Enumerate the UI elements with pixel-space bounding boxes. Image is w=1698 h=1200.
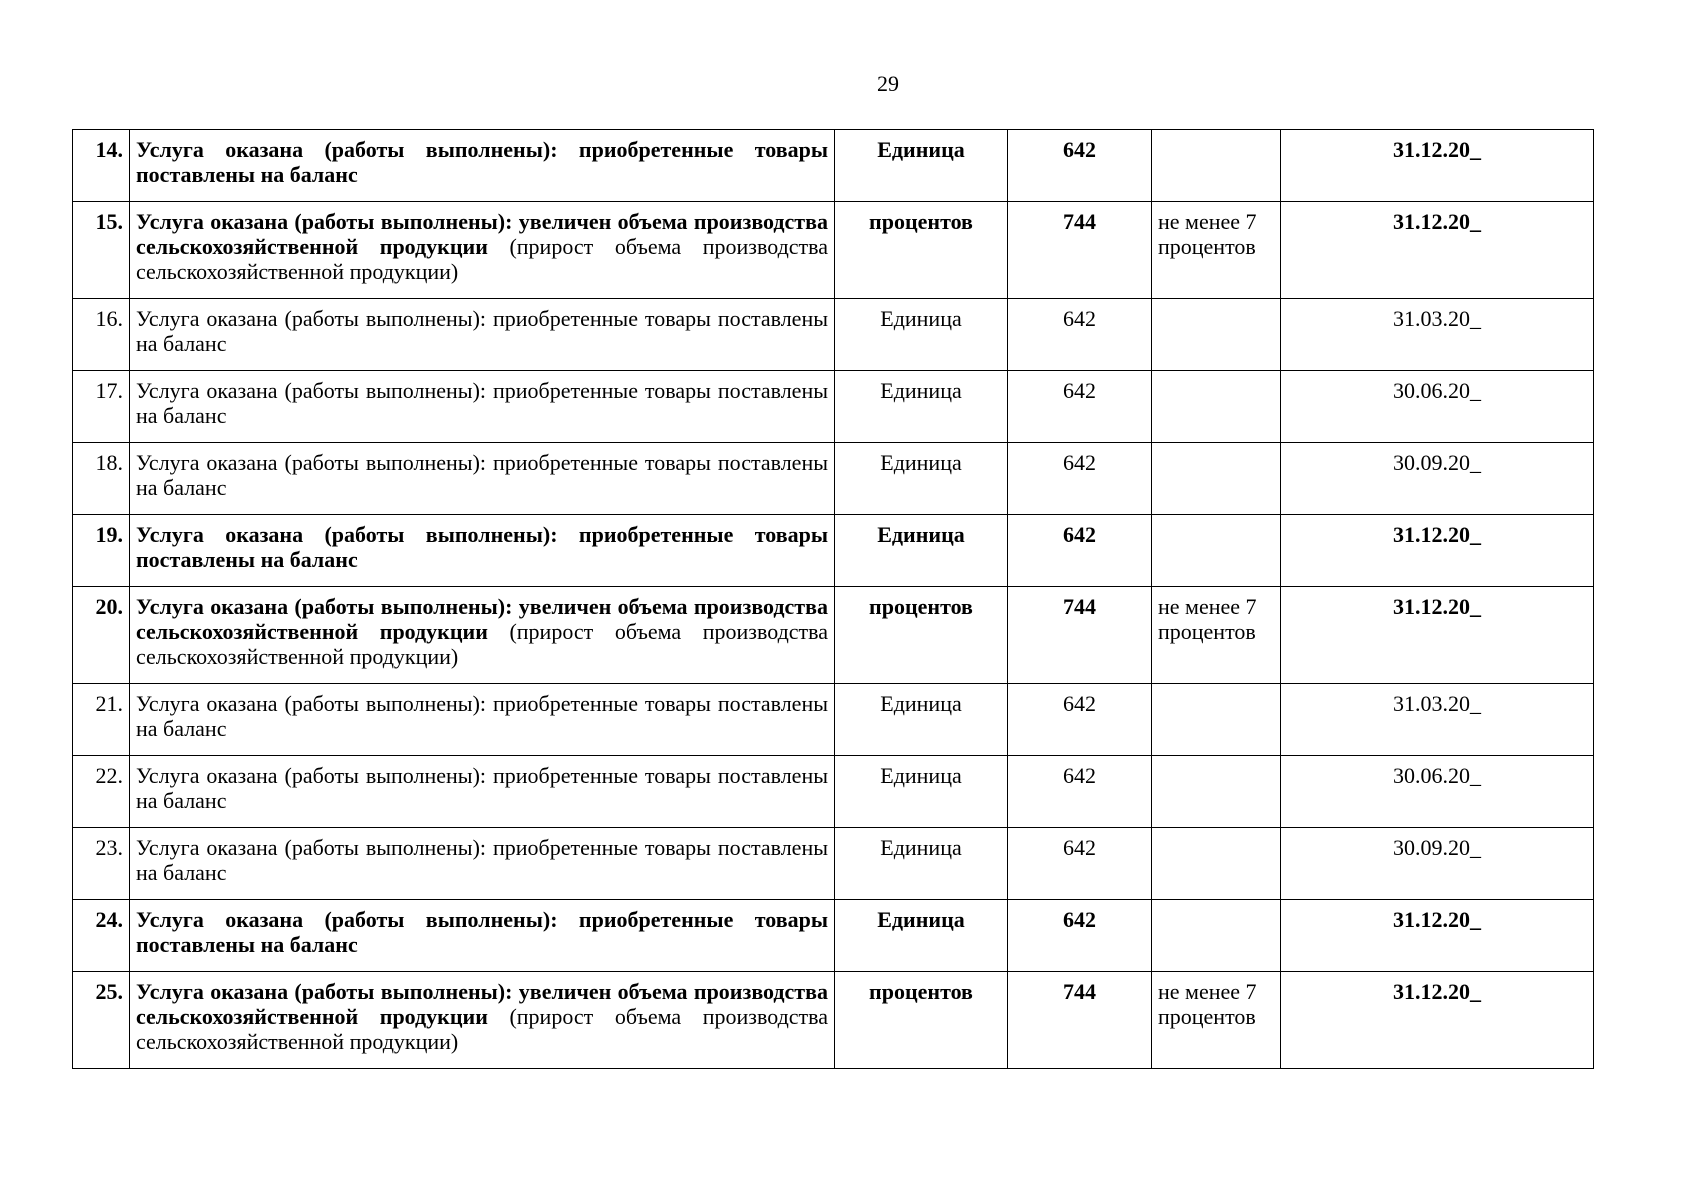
date-cell: 31.12.20_ <box>1281 900 1594 972</box>
description-text: Услуга оказана (работы выполнены): увеличен объема производства сельскохозяйственной продукции <box>136 979 828 1029</box>
row-number: 17. <box>73 371 130 443</box>
target-value-cell <box>1152 900 1281 972</box>
table-row <box>73 828 1594 900</box>
row-description <box>130 828 835 900</box>
description-text: Услуга оказана (работы выполнены): приобретенные товары поставлены на баланс <box>136 450 828 500</box>
target-value-cell: не менее 7 процентов <box>1152 587 1281 684</box>
row-number: 21. <box>73 684 130 756</box>
row-number: 24. <box>73 900 130 972</box>
okei-code-cell: 642 <box>1008 130 1152 202</box>
row-description <box>130 756 835 828</box>
unit-cell: Единица <box>835 130 1008 202</box>
unit-cell: Единица <box>835 515 1008 587</box>
target-value-cell <box>1152 828 1281 900</box>
target-value-cell <box>1152 443 1281 515</box>
unit-cell: Единица <box>835 371 1008 443</box>
row-number: 18. <box>73 443 130 515</box>
unit-cell: Единица <box>835 828 1008 900</box>
unit-cell: Единица <box>835 756 1008 828</box>
description-text: Услуга оказана (работы выполнены): приобретенные товары поставлены на баланс <box>136 306 828 356</box>
row-number: 14. <box>73 130 130 202</box>
row-number: 22. <box>73 756 130 828</box>
okei-code-cell: 642 <box>1008 443 1152 515</box>
unit-cell: Единица <box>835 684 1008 756</box>
okei-code-cell: 744 <box>1008 587 1152 684</box>
target-value-cell <box>1152 515 1281 587</box>
description-extra: (прирост объема производства сельскохозяйственной продукции) <box>136 619 828 669</box>
target-value-cell <box>1152 371 1281 443</box>
table-row <box>73 900 1594 972</box>
row-number: 25. <box>73 972 130 1069</box>
table-row <box>73 202 1594 299</box>
unit-cell: процентов <box>835 972 1008 1069</box>
date-cell: 31.12.20_ <box>1281 515 1594 587</box>
table-row <box>73 587 1594 684</box>
okei-code-cell: 744 <box>1008 202 1152 299</box>
row-description <box>130 900 835 972</box>
date-cell: 31.12.20_ <box>1281 587 1594 684</box>
date-cell: 31.12.20_ <box>1281 202 1594 299</box>
date-cell: 31.03.20_ <box>1281 299 1594 371</box>
okei-code-cell: 642 <box>1008 684 1152 756</box>
unit-cell: процентов <box>835 202 1008 299</box>
row-description <box>130 443 835 515</box>
row-number: 19. <box>73 515 130 587</box>
unit-cell: процентов <box>835 587 1008 684</box>
table-row <box>73 515 1594 587</box>
row-description <box>130 202 835 299</box>
row-description <box>130 587 835 684</box>
description-text: Услуга оказана (работы выполнены): приобретенные товары поставлены на баланс <box>136 137 828 187</box>
description-text: Услуга оказана (работы выполнены): увеличен объема производства сельскохозяйственной продукции <box>136 209 828 259</box>
row-description <box>130 299 835 371</box>
okei-code-cell: 642 <box>1008 515 1152 587</box>
description-extra: (прирост объема производства сельскохозяйственной продукции) <box>136 234 828 284</box>
okei-code-cell: 642 <box>1008 900 1152 972</box>
okei-code-cell: 642 <box>1008 828 1152 900</box>
table-body <box>73 130 1594 1069</box>
target-value-cell <box>1152 684 1281 756</box>
okei-code-cell: 642 <box>1008 299 1152 371</box>
date-cell: 30.09.20_ <box>1281 828 1594 900</box>
row-description <box>130 371 835 443</box>
table-row <box>73 443 1594 515</box>
description-text: Услуга оказана (работы выполнены): приобретенные товары поставлены на баланс <box>136 835 828 885</box>
row-number: 20. <box>73 587 130 684</box>
description-text: Услуга оказана (работы выполнены): приобретенные товары поставлены на баланс <box>136 522 828 572</box>
row-description <box>130 972 835 1069</box>
description-extra: (прирост объема производства сельскохозяйственной продукции) <box>136 1004 828 1054</box>
date-cell: 31.03.20_ <box>1281 684 1594 756</box>
date-cell: 31.12.20_ <box>1281 130 1594 202</box>
table-row <box>73 972 1594 1069</box>
row-number: 15. <box>73 202 130 299</box>
target-value-cell <box>1152 299 1281 371</box>
date-cell: 31.12.20_ <box>1281 972 1594 1069</box>
row-description <box>130 515 835 587</box>
table-row <box>73 130 1594 202</box>
description-text: Услуга оказана (работы выполнены): приобретенные товары поставлены на баланс <box>136 691 828 741</box>
page-number: 29 <box>877 71 899 96</box>
target-value-cell: не менее 7 процентов <box>1152 972 1281 1069</box>
date-cell: 30.09.20_ <box>1281 443 1594 515</box>
date-cell: 30.06.20_ <box>1281 756 1594 828</box>
target-value-cell <box>1152 130 1281 202</box>
okei-code-cell: 744 <box>1008 972 1152 1069</box>
table-row <box>73 756 1594 828</box>
table-row <box>73 299 1594 371</box>
okei-code-cell: 642 <box>1008 756 1152 828</box>
description-text: Услуга оказана (работы выполнены): увеличен объема производства сельскохозяйственной продукции <box>136 594 828 644</box>
row-number: 16. <box>73 299 130 371</box>
description-text: Услуга оказана (работы выполнены): приобретенные товары поставлены на баланс <box>136 907 828 957</box>
target-value-cell: не менее 7 процентов <box>1152 202 1281 299</box>
okei-code-cell: 642 <box>1008 371 1152 443</box>
table-row <box>73 684 1594 756</box>
description-text: Услуга оказана (работы выполнены): приобретенные товары поставлены на баланс <box>136 378 828 428</box>
unit-cell: Единица <box>835 299 1008 371</box>
unit-cell: Единица <box>835 443 1008 515</box>
row-description <box>130 684 835 756</box>
unit-cell: Единица <box>835 900 1008 972</box>
row-description <box>130 130 835 202</box>
target-value-cell <box>1152 756 1281 828</box>
description-text: Услуга оказана (работы выполнены): приобретенные товары поставлены на баланс <box>136 763 828 813</box>
table-row <box>73 371 1594 443</box>
date-cell: 30.06.20_ <box>1281 371 1594 443</box>
row-number: 23. <box>73 828 130 900</box>
indicators-table <box>72 129 1594 1069</box>
